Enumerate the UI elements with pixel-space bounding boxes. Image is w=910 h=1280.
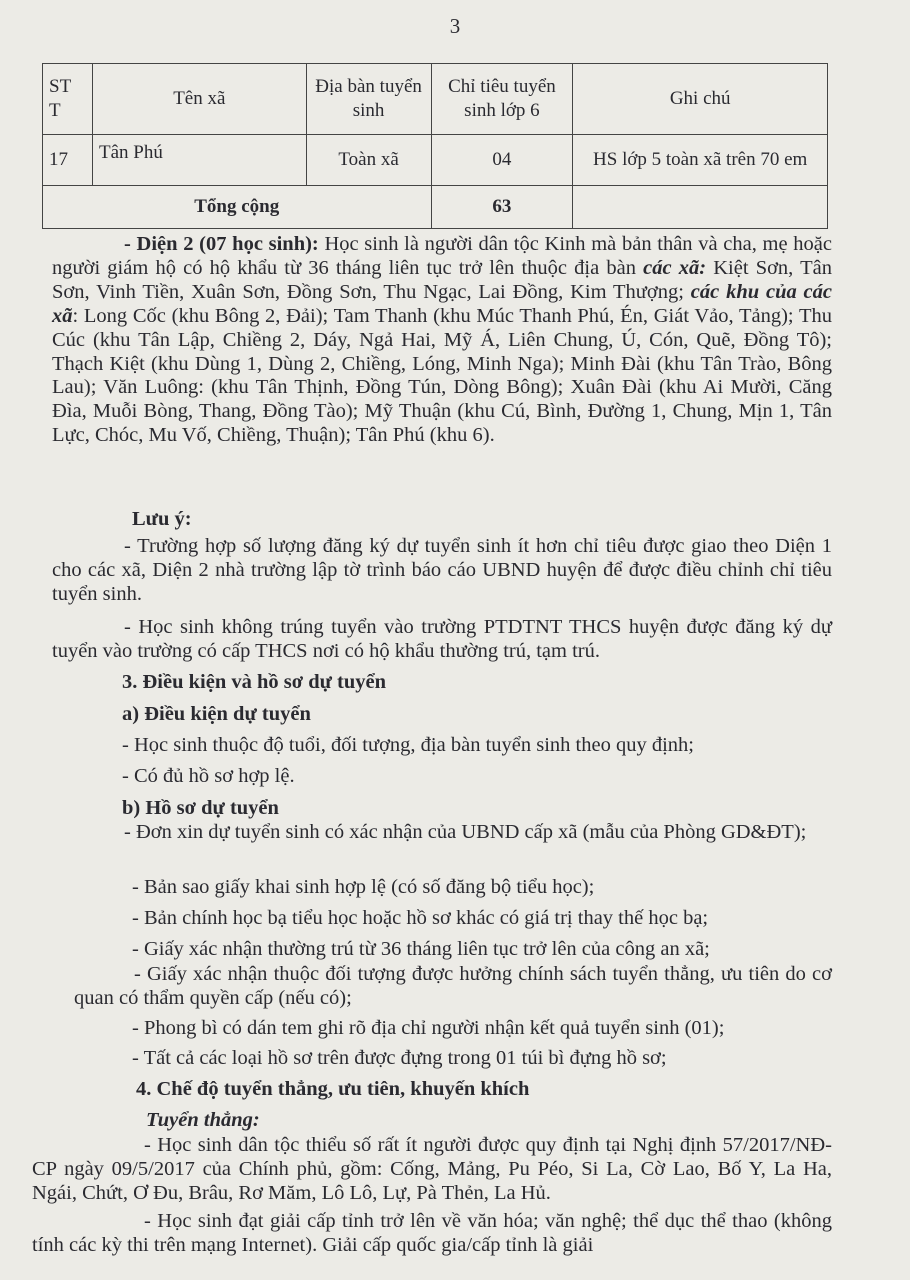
section3-b-item-4: - Giấy xác nhận thường trú từ 36 tháng liên tục trở lên của công an xã;	[132, 938, 710, 960]
total-note	[573, 186, 828, 229]
section3-a-title: a) Điều kiện dự tuyển	[122, 703, 311, 725]
dien2-heading: - Diện 2 (07 học sinh):	[124, 233, 319, 255]
page-number: 3	[449, 14, 461, 38]
section3-b-item-2: - Bản sao giấy khai sinh hợp lệ (có số đăng bộ tiểu học);	[132, 876, 595, 898]
section3-b-item-3: - Bản chính học bạ tiểu học hoặc hồ sơ khác có giá trị thay thế học bạ;	[132, 907, 709, 929]
luu-y-title: Lưu ý:	[132, 508, 192, 530]
cell-ten-xa: Tân Phú	[92, 135, 306, 186]
header-chi-tieu: Chỉ tiêu tuyển sinh lớp 6	[431, 64, 573, 135]
header-stt: ST T	[43, 64, 93, 135]
header-ghi-chu: Ghi chú	[573, 64, 828, 135]
cell-dia-ban: Toàn xã	[306, 135, 431, 186]
section3-a-item-2: - Có đủ hồ sơ hợp lệ.	[122, 765, 295, 787]
section3-b-title: b) Hồ sơ dự tuyển	[122, 797, 279, 819]
total-label: Tổng cộng	[43, 186, 432, 229]
header-ten-xa: Tên xã	[92, 64, 306, 135]
table-header-row	[43, 64, 828, 135]
admission-table	[42, 63, 828, 229]
section3-b-item-1: - Đơn xin dự tuyển sinh có xác nhận của UBND cấp xã (mẫu của Phòng GD&ĐT);	[124, 821, 807, 843]
section3-b-item-6: - Phong bì có dán tem ghi rõ địa chỉ người nhận kết quả tuyển sinh (01);	[132, 1017, 725, 1039]
header-dia-ban: Địa bàn tuyển sinh	[306, 64, 431, 135]
dien2-paragraph	[52, 233, 832, 448]
dien2-text-3: : Long Cốc (khu Bông 2, Đải); Tam Thanh (khu Múc Thanh Phú, Én, Giát Vảo, Tảng); Thu Cúc (khu Tân Lập, Chiềng 2, Dáy, Ngả Hai, Mỹ Á, Liên Chung, Ú, Cón, Quẽ, Đồng Tô); Thạch Kiệt (khu Dùng 1, Dùng 2, Chiềng, Lóng, Minh Nga); Minh Đài (khu Tân Trào, Bông Lau); Văn Luông: (khu Tân Thịnh, Đồng Tún, Dòng Bông); Xuân Đài (khu Ai Mười, Căng Đìa, Muỗi Bòng, Thang, Đồng Tào); Mỹ Thuận (khu Cú, Bình, Đường 1, Chung, Mịn 1, Tân Lực, Chóc, Mu Vố, Chiềng, Thuận); Tân Phú (khu 6).	[52, 304, 832, 447]
dien2-label-xa: các xã:	[643, 256, 707, 279]
section3-title: 3. Điều kiện và hồ sơ dự tuyển	[122, 671, 387, 693]
cell-ghi-chu: HS lớp 5 toàn xã trên 70 em	[573, 135, 828, 186]
section4-paragraph-2: - Học sinh đạt giải cấp tỉnh trở lên về văn hóa; văn nghệ; thể dục thể thao (không tính các kỳ thi trên mạng Internet). Giải cấp quốc gia/cấp tỉnh là giải	[32, 1210, 832, 1256]
section4-subtitle: Tuyển thẳng:	[146, 1109, 260, 1131]
dien2-text-1: Học sinh là người dân tộc Kinh mà bản thân và cha, mẹ hoặc người giám hộ có hộ khẩu từ 36 tháng liên tục trở lên thuộc địa bàn	[52, 233, 832, 279]
luu-y-paragraph-2: - Học sinh không trúng tuyển vào trường PTDTNT THCS huyện được đăng ký dự tuyển vào trường có cấp THCS nơi có hộ khẩu thường trú, tạm trú.	[52, 616, 832, 662]
cell-chi-tieu: 04	[431, 135, 573, 186]
section4-title: 4. Chế độ tuyển thẳng, ưu tiên, khuyến khích	[136, 1078, 530, 1100]
table-total-row	[43, 186, 828, 229]
section4-paragraph-1: - Học sinh dân tộc thiểu số rất ít người được quy định tại Nghị định 57/2017/NĐ- CP ngày 09/5/2017 của Chính phủ, gồm: Cống, Mảng, Pu Péo, Si La, Cờ Lao, Bố Y, La Ha, Ngái, Chứt, Ơ Đu, Brâu, Rơ Măm, Lô Lô, Lự, Pà Thẻn, La Hủ.	[32, 1134, 832, 1204]
section3-b-item-7: - Tất cả các loại hồ sơ trên được đựng trong 01 túi bì đựng hồ sơ;	[132, 1047, 667, 1069]
dien2-text-2: Kiệt Sơn, Tân Sơn, Vinh Tiền, Xuân Sơn, Đồng Sơn, Thu Ngạc, Lai Đồng, Kim Thượng;	[52, 256, 832, 303]
luu-y-paragraph-1: - Trường hợp số lượng đăng ký dự tuyển sinh ít hơn chỉ tiêu được giao theo Diện 1 cho các xã, Diện 2 nhà trường lập tờ trình báo cáo UBND huyện để được điều chỉnh chỉ tiêu tuyển sinh.	[52, 535, 832, 605]
total-value: 63	[431, 186, 573, 229]
section3-b-item-5: - Giấy xác nhận thuộc đối tượng được hưởng chính sách tuyển thẳng, ưu tiên do cơ quan có thẩm quyền cấp (nếu có);	[74, 963, 832, 1009]
table-row	[43, 135, 828, 186]
dien2-label-khu: các khu của các xã	[52, 280, 833, 327]
cell-stt: 17	[43, 135, 93, 186]
section3-a-item-1: - Học sinh thuộc độ tuổi, đối tượng, địa bàn tuyển sinh theo quy định;	[122, 734, 694, 756]
